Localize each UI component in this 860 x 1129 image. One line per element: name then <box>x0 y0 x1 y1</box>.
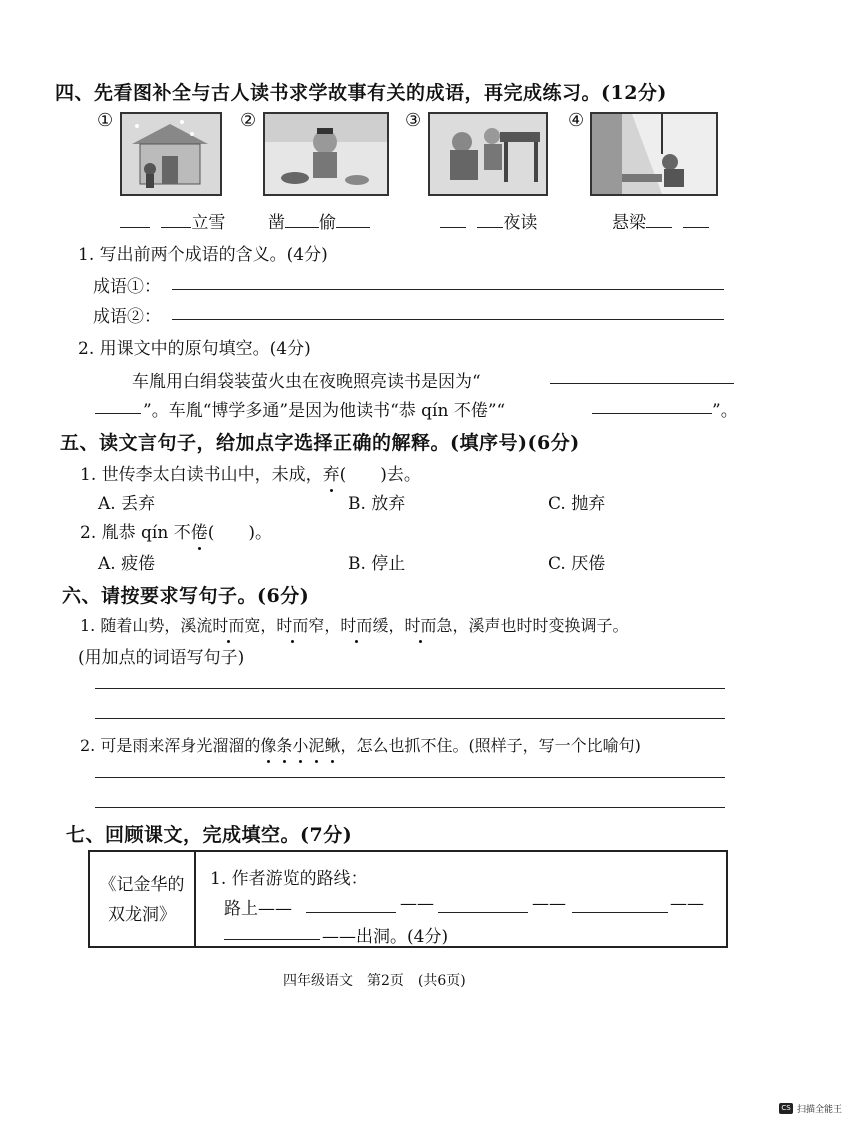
dotted-word: 时而 <box>404 613 436 636</box>
question-text: 2. 胤恭 qín 不 <box>80 523 191 543</box>
dotted-char: 泥 <box>308 733 324 756</box>
idiom-1 <box>120 208 225 233</box>
sentence-part: 1. 随着山势，溪流 <box>80 616 213 635</box>
sentence-part: 2. 可是雨来浑身光溜溜的 <box>80 736 261 755</box>
page-footer: 四年级语文 第2页 (共6页) <box>283 973 466 989</box>
lesson-title-line-1: 《记金华的 <box>99 875 185 895</box>
lesson-title-cell <box>89 851 195 947</box>
idiom-4-blank-2[interactable] <box>683 211 709 228</box>
idiom-2-blank-1[interactable] <box>285 211 319 228</box>
option-b: B. 停止 <box>348 554 406 574</box>
sentence-part: 宽， <box>244 616 277 635</box>
option-a: A. 丢弃 <box>98 494 156 514</box>
idiom-3-suffix: 夜读 <box>503 213 538 233</box>
dotted-char: 鳅 <box>324 733 340 756</box>
question-1-hint: (用加点的词语写句子) <box>78 648 245 668</box>
option-c: C. 厌倦 <box>548 554 606 574</box>
idiom-1-meaning-line[interactable] <box>172 289 724 290</box>
route-start: 路上—— <box>224 899 292 919</box>
section-4-question-2: 2. 用课文中的原句填空。(4分) <box>78 339 311 359</box>
question-2-blank-1-cont[interactable] <box>95 413 141 414</box>
section-6-question-2 <box>80 733 641 756</box>
dotted-char: 像 <box>260 733 276 756</box>
route-dash: —— <box>532 894 566 914</box>
picture-4-illustration <box>590 112 718 196</box>
picture-4-number: ④ <box>568 110 585 131</box>
idiom-2-meaning-label: 成语②： <box>93 307 161 327</box>
idiom-1-blank-1[interactable] <box>120 211 150 228</box>
idiom-1-suffix: 立雪 <box>191 213 226 233</box>
sentence-part: ，怎么也抓不住。(照样子，写一个比喻句) <box>340 736 641 755</box>
route-cell <box>195 851 727 947</box>
idiom-3 <box>440 208 537 233</box>
picture-1-illustration <box>120 112 222 196</box>
idiom-2-char-b: 偷 <box>319 213 336 233</box>
picture-2-number: ② <box>240 110 257 131</box>
section-5-question-2 <box>80 518 272 543</box>
dotted-char: 小 <box>292 733 308 756</box>
route-blank-4[interactable] <box>224 939 320 940</box>
section-5-title: 五、读文言句子，给加点字选择正确的解释。(填序号)(6分) <box>60 432 580 454</box>
idiom-1-meaning-label: 成语①： <box>93 277 161 297</box>
idiom-3-blank-2[interactable] <box>477 211 503 228</box>
route-blank-1[interactable] <box>306 912 396 913</box>
section-6-question-1 <box>80 613 628 636</box>
question-text: 1. 世传李太白读书山中，未成， <box>80 465 323 485</box>
picture-3-illustration <box>428 112 548 196</box>
route-question: 1. 作者游览的路线： <box>210 869 368 889</box>
answer-line-4[interactable] <box>95 807 725 808</box>
idiom-2-meaning-line[interactable] <box>172 319 724 320</box>
answer-line-2[interactable] <box>95 718 725 719</box>
picture-1-number: ① <box>97 110 114 131</box>
dotted-word: 时而 <box>212 613 244 636</box>
scanner-logo-icon: CS <box>779 1103 793 1114</box>
section-5-question-1 <box>80 460 421 485</box>
answer-line-1[interactable] <box>95 688 725 689</box>
idiom-4-blank-1[interactable] <box>646 211 672 228</box>
dotted-word: 时而 <box>276 613 308 636</box>
dotted-char: 条 <box>276 733 292 756</box>
question-2-text-1: 车胤用白绢袋装萤火虫在夜晚照亮读书是因为“ <box>132 372 481 392</box>
option-a: A. 疲倦 <box>98 554 156 574</box>
picture-3-number: ③ <box>405 110 422 131</box>
question-2-blank-2[interactable] <box>592 413 712 414</box>
lesson-title-line-2: 双龙洞》 <box>108 905 176 925</box>
sentence-part: 窄， <box>308 616 341 635</box>
section-4-title: 四、先看图补全与古人读书求学故事有关的成语，再完成练习。(12分) <box>55 82 667 104</box>
dotted-char: 倦 <box>191 518 208 543</box>
idiom-4 <box>612 208 709 233</box>
question-2-text-2: ”。车胤“博学多通”是因为他读书“恭 qín 不倦”“ <box>143 401 506 421</box>
scanner-app-name: 扫描全能王 <box>796 1105 842 1115</box>
dotted-char: 弃 <box>323 460 340 485</box>
section-6-title: 六、请按要求写句子。(6分) <box>62 585 310 607</box>
idiom-3-blank-1[interactable] <box>440 211 466 228</box>
scanner-watermark <box>779 1102 842 1115</box>
route-dash: —— <box>400 894 434 914</box>
answer-paren[interactable]: ( )去。 <box>339 465 421 485</box>
answer-paren[interactable]: ( )。 <box>207 523 272 543</box>
idiom-2-char-a: 凿 <box>268 213 285 233</box>
sentence-part: 急，溪声也时时变换调子。 <box>436 616 629 635</box>
idiom-4-prefix: 悬梁 <box>612 213 646 233</box>
review-table <box>88 850 728 948</box>
section-7-title: 七、回顾课文，完成填空。(7分) <box>66 824 353 846</box>
option-c: C. 抛弃 <box>548 494 606 514</box>
option-b: B. 放弃 <box>348 494 406 514</box>
section-4-question-1: 1. 写出前两个成语的含义。(4分) <box>78 245 328 265</box>
route-blank-2[interactable] <box>438 912 528 913</box>
answer-line-3[interactable] <box>95 777 725 778</box>
dotted-word: 时而 <box>340 613 372 636</box>
route-end: ——出洞。(4分) <box>322 927 449 947</box>
idiom-2-blank-2[interactable] <box>336 211 370 228</box>
route-dash: —— <box>670 894 704 914</box>
idiom-1-blank-2[interactable] <box>161 211 191 228</box>
route-blank-3[interactable] <box>572 912 668 913</box>
idiom-2 <box>268 208 370 233</box>
question-2-blank-1[interactable] <box>550 383 734 384</box>
question-2-text-3: ”。 <box>712 401 738 421</box>
sentence-part: 缓， <box>372 616 405 635</box>
picture-2-illustration <box>263 112 389 196</box>
